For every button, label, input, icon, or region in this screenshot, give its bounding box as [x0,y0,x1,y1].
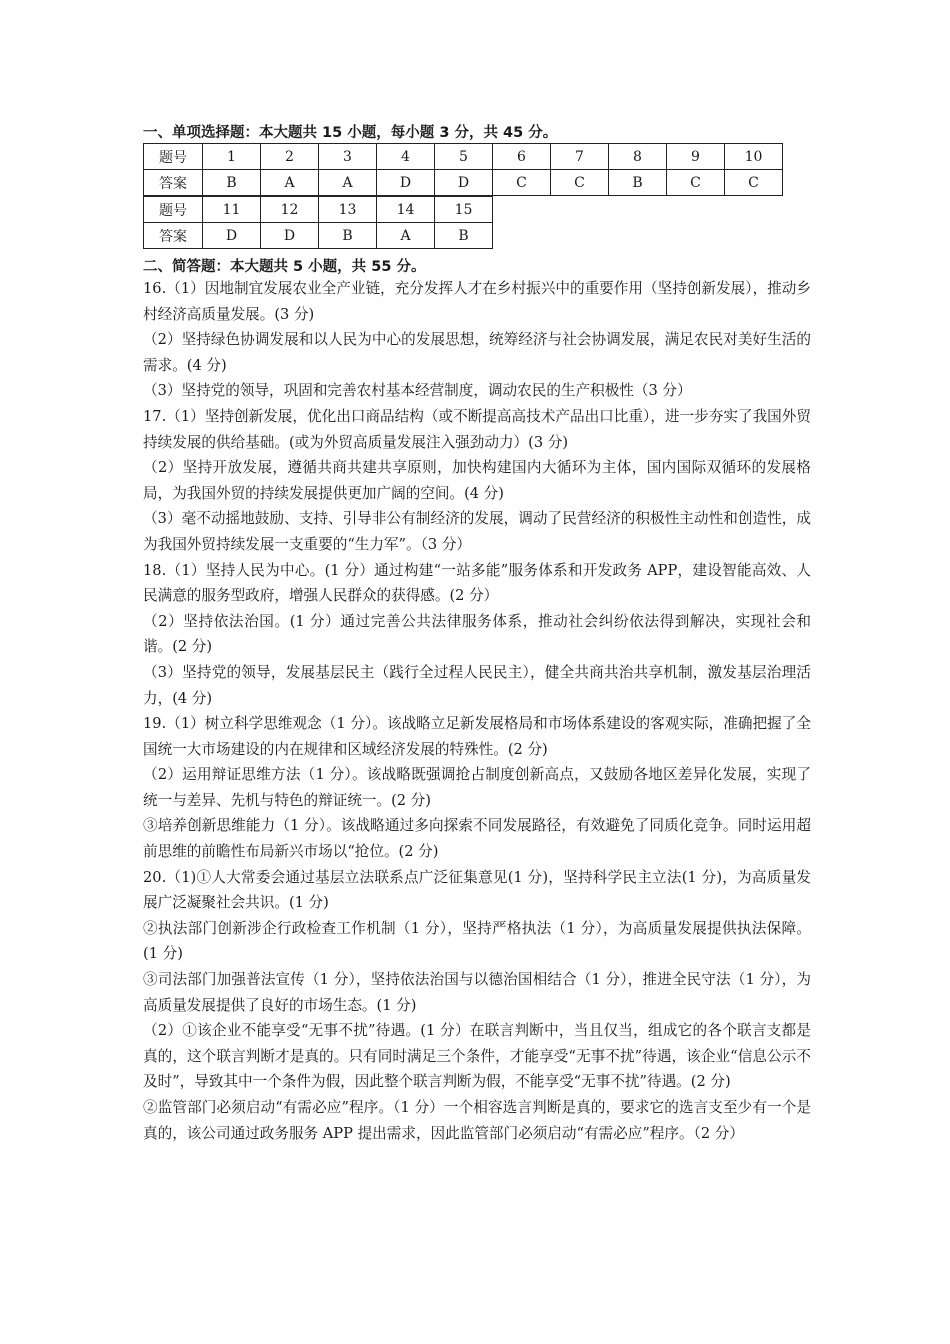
answer-paragraph: （3）毫不动摇地鼓励、支持、引导非公有制经济的发展，调动了民营经济的积极性主动性和创造性，成为我国外贸持续发展一支重要的“生力军”。（3 分） [143,510,811,553]
answer-paragraph: 17.（1）坚持创新发展，优化出口商品结构（或不断提高高技术产品出口比重），进一步夯实了我国外贸持续发展的供给基础。(或为外贸高质量发展注入强劲动力）(3 分) [143,407,811,451]
answer-paragraph: 18.（1）坚持人民为中心。(1 分）通过构建“一站多能”服务体系和开发政务 APP，建设智能高效、人民满意的服务型政府，增强人民群众的获得感。(2 分） [143,561,811,605]
answer-cell: C [725,170,783,196]
short-answer-body [143,276,811,1146]
question-number: 9 [667,144,725,170]
question-number: 14 [377,197,435,223]
question-number: 10 [725,144,783,170]
answer-row [144,170,783,196]
answer-paragraph: （2）坚持依法治国。(1 分）通过完善公共法律服务体系，推动社会纠纷依法得到解决，实现社会和谐。(2 分) [143,612,811,656]
question-number: 12 [261,197,319,223]
question-number: 5 [435,144,493,170]
answer-paragraph: 16.（1）因地制宜发展农业全产业链，充分发挥人才在乡村振兴中的重要作用（坚持创新发展），推动乡村经济高质量发展。(3 分) [143,280,811,323]
question-number-row [144,197,493,223]
answer-row [144,223,493,249]
answer-cell: B [609,170,667,196]
answer-table-2 [143,196,493,249]
answer-cell: A [319,170,377,196]
answer-cell: D [435,170,493,196]
section-2-title: 二、简答题：本大题共 5 小题，共 55 分。 [143,259,426,275]
question-number: 8 [609,144,667,170]
question-number: 2 [261,144,319,170]
answer-cell: D [203,223,261,249]
answer-cell: B [435,223,493,249]
section-1-title: 一、单项选择题：本大题共 15 小题，每小题 3 分，共 45 分。 [143,125,558,141]
answer-paragraph: （2）坚持开放发展，遵循共商共建共享原则，加快构建国内大循环为主体，国内国际双循环的发展格局，为我国外贸的持续发展提供更加广阔的空间。(4 分) [143,459,811,502]
answer-paragraph: ③培养创新思维能力（1 分）。该战略通过多向探索不同发展路径，有效避免了同质化竞争。同时运用超前思维的前瞻性布局新兴市场以“抢位。(2 分) [143,817,811,861]
answer-paragraph: ③司法部门加强普法宣传（1 分），坚持依法治国与以德治国相结合（1 分），推进全民守法（1 分），为高质量发展提供了良好的市场生态。(1 分) [143,971,811,1014]
question-number: 1 [203,144,261,170]
row-label-number: 题号 [144,144,203,170]
answer-paragraph: （2）运用辩证思维方法（1 分）。该战略既强调抢占制度创新高点，又鼓励各地区差异化发展，实现了统一与差异、先机与特色的辩证统一。(2 分) [143,766,811,809]
answer-paragraph: ②执法部门创新涉企行政检查工作机制（1 分），坚持严格执法（1 分），为高质量发展提供执法保障。(1 分) [143,919,811,963]
answer-paragraph: （2）坚持绿色协调发展和以人民为中心的发展思想，统筹经济与社会协调发展，满足农民对美好生活的需求。(4 分) [143,331,811,374]
answer-cell: B [319,223,377,249]
answer-paragraph: （2）①该企业不能享受“无事不扰”待遇。(1 分）在联言判断中，当且仅当，组成它的各个联言支都是真的，这个联言判断才是真的。只有同时满足三个条件，才能享受“无事不扰”待遇，该企业“信息公示不及时”，导致其中一个条件为假，因此整个联言判断为假，不能享受“无事不扰”待遇。(2 分) [143,1022,811,1091]
answer-cell: C [493,170,551,196]
answer-paragraph: （3）坚持党的领导，巩固和完善农村基本经营制度，调动农民的生产积极性（3 分） [143,382,692,400]
question-number: 15 [435,197,493,223]
answer-paragraph: 19.（1）树立科学思维观念（1 分）。该战略立足新发展格局和市场体系建设的客观实际，准确把握了全国统一大市场建设的内在规律和区域经济发展的特殊性。(2 分) [143,715,811,758]
row-label-answer: 答案 [144,170,203,196]
answer-paragraph: ②监管部门必须启动“有需必应”程序。（1 分）一个相容选言判断是真的，要求它的选言支至少有一个是真的，该公司通过政务服务 APP 提出需求，因此监管部门必须启动“有需必应”程序。（2 分） [143,1099,811,1142]
answer-cell: C [667,170,725,196]
question-number: 4 [377,144,435,170]
answer-table-1 [143,143,783,196]
question-number: 7 [551,144,609,170]
answer-cell: D [377,170,435,196]
question-number: 6 [493,144,551,170]
answer-paragraph: （3）坚持党的领导，发展基层民主（践行全过程人民民主），健全共商共治共享机制，激发基层治理活力，(4 分) [143,663,811,707]
answer-cell: C [551,170,609,196]
answer-paragraph: 20.（1)①人大常委会通过基层立法联系点广泛征集意见(1 分)，坚持科学民主立法(1 分)，为高质量发展广泛凝聚社会共识。(1 分) [143,868,811,912]
answer-cell: D [261,223,319,249]
question-number: 11 [203,197,261,223]
row-label-answer: 答案 [144,223,203,249]
question-number: 3 [319,144,377,170]
question-number: 13 [319,197,377,223]
answer-cell: A [377,223,435,249]
answer-cell: B [203,170,261,196]
answer-cell: A [261,170,319,196]
question-number-row [144,144,783,170]
row-label-number: 题号 [144,197,203,223]
